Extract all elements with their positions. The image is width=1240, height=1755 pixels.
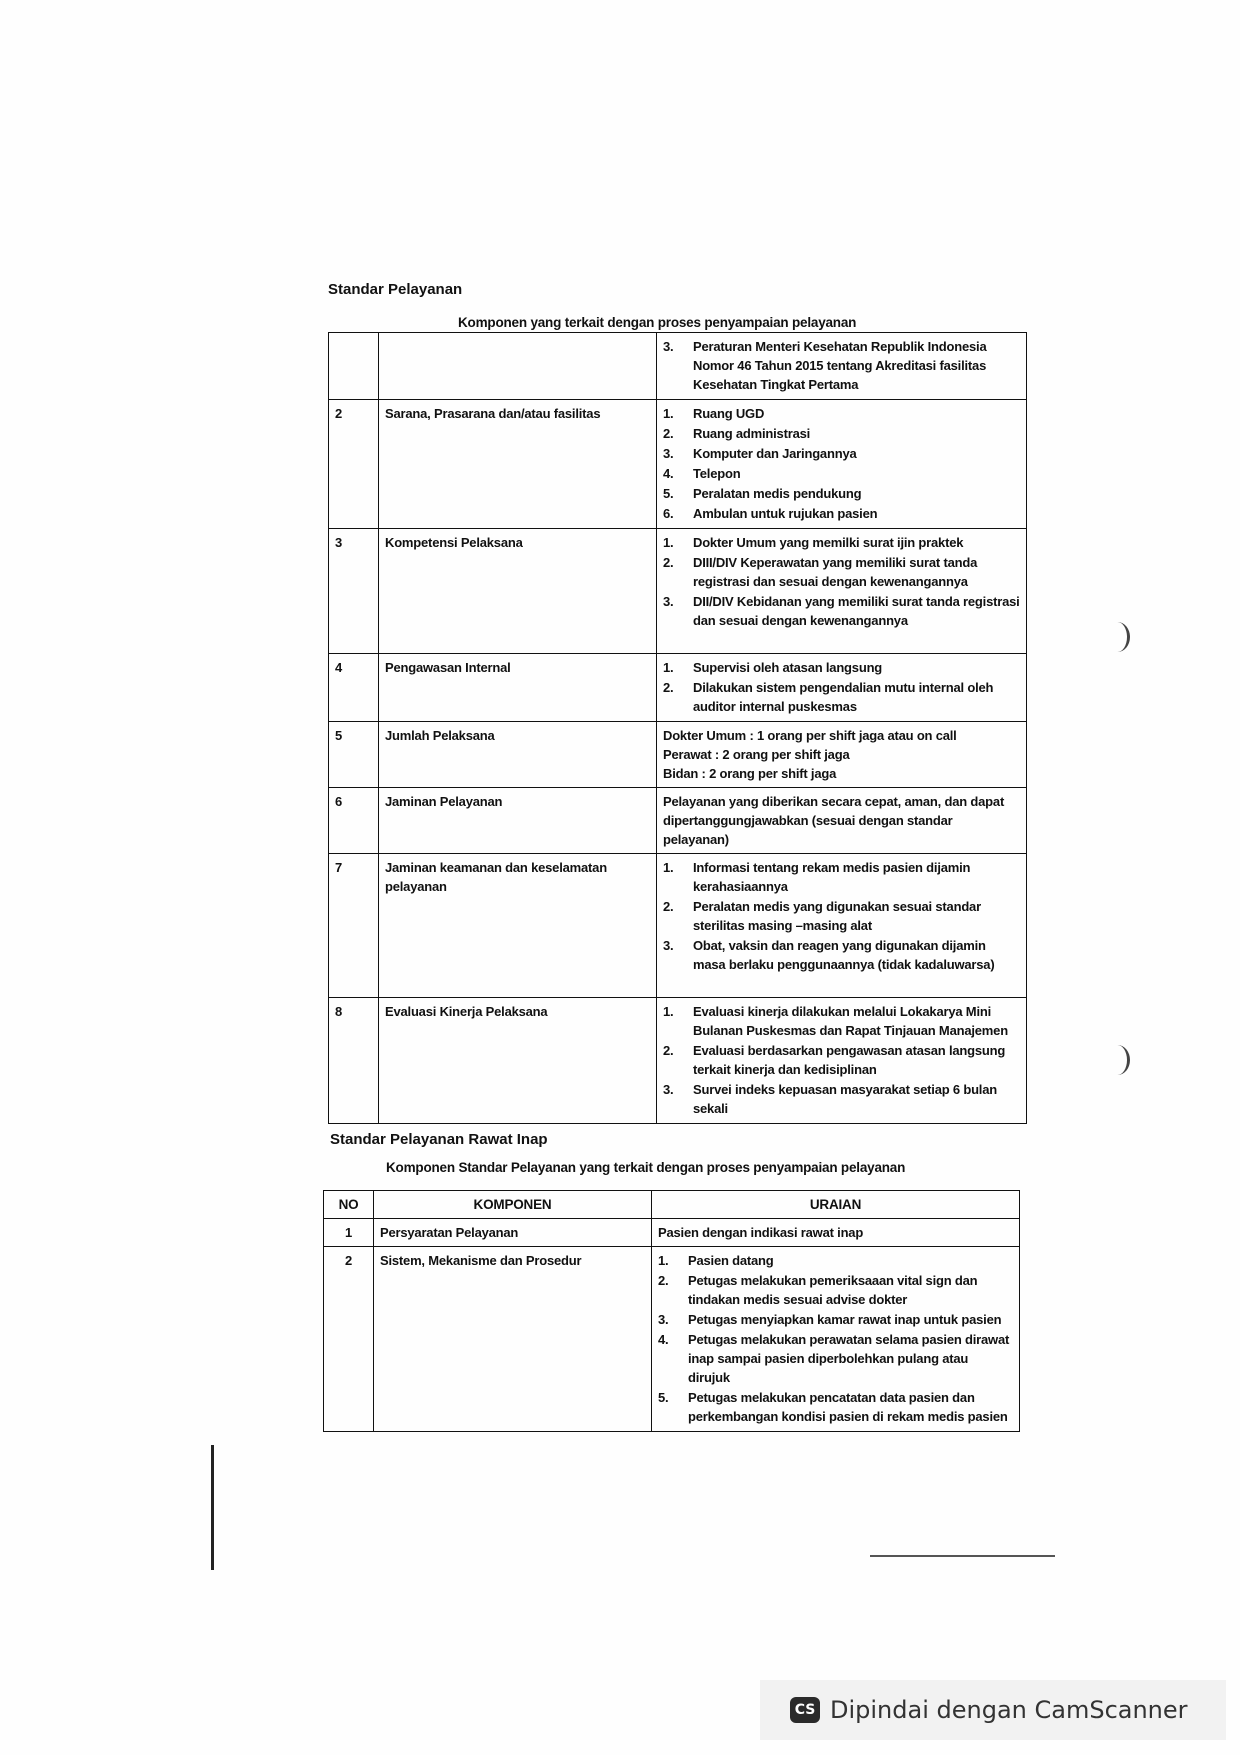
list-item-text: Peraturan Menteri Kesehatan Republik Indonesia Nomor 46 Tahun 2015 tentang Akreditasi fasilitas Kesehatan Tingkat Pertama <box>693 339 987 392</box>
row-number: 6 <box>329 788 379 854</box>
row-number: 1 <box>324 1219 374 1247</box>
scan-punch-mark <box>1105 622 1130 652</box>
uraian-list <box>663 533 1020 630</box>
list-item <box>658 1251 1013 1270</box>
list-item-text: Komputer dan Jaringannya <box>693 446 857 461</box>
list-item-number: 2. <box>663 899 674 914</box>
list-item <box>663 936 1020 974</box>
row-number: 2 <box>324 1247 374 1432</box>
list-item <box>663 504 1020 523</box>
list-item-number: 2. <box>658 1273 669 1288</box>
header-uraian: URAIAN <box>652 1191 1020 1219</box>
list-item-number: 2. <box>663 680 674 695</box>
uraian-list <box>663 658 1020 716</box>
list-item-number: 6. <box>663 506 674 521</box>
table-row <box>329 654 1027 722</box>
list-item-text: Supervisi oleh atasan langsung <box>693 660 883 675</box>
rawat-inap-table-body <box>324 1219 1020 1432</box>
list-item-text: Petugas melakukan pemeriksaaan vital sign dan tindakan medis sesuai advise dokter <box>688 1273 978 1307</box>
header-komponen: KOMPONEN <box>374 1191 652 1219</box>
list-item-number: 1. <box>663 535 674 550</box>
list-item-number: 1. <box>663 406 674 421</box>
list-item <box>658 1388 1013 1426</box>
row-number: 8 <box>329 998 379 1124</box>
row-komponen: Jaminan Pelayanan <box>379 788 657 854</box>
row-komponen <box>379 333 657 400</box>
uraian-list <box>663 404 1020 523</box>
row-komponen: Pengawasan Internal <box>379 654 657 722</box>
header-no: NO <box>324 1191 374 1219</box>
table-row <box>329 854 1027 998</box>
list-item-number: 3. <box>663 938 674 953</box>
list-item-text: Ambulan untuk rujukan pasien <box>693 506 878 521</box>
uraian-list <box>658 1251 1013 1426</box>
list-item-text: Survei indeks kepuasan masyarakat setiap 6 bulan sekali <box>693 1082 997 1116</box>
list-item <box>663 1080 1020 1118</box>
row-uraian <box>657 400 1027 529</box>
standar-pelayanan-table <box>328 332 1027 1124</box>
list-item <box>663 678 1020 716</box>
row-uraian <box>657 529 1027 654</box>
row-uraian <box>657 854 1027 998</box>
list-item-number: 1. <box>663 860 674 875</box>
list-item <box>663 658 1020 677</box>
row-number: 4 <box>329 654 379 722</box>
row-komponen: Jaminan keamanan dan keselamatan pelayanan <box>379 854 657 998</box>
scan-underline-mark <box>870 1555 1055 1557</box>
list-item-text: Dilakukan sistem pengendalian mutu internal oleh auditor internal puskesmas <box>693 680 994 714</box>
spacer <box>663 975 1020 993</box>
row-uraian <box>652 1247 1020 1432</box>
table-row <box>329 998 1027 1124</box>
row-number: 2 <box>329 400 379 529</box>
list-item-number: 3. <box>663 1082 674 1097</box>
uraian-list <box>663 1002 1020 1118</box>
list-item <box>663 337 1020 394</box>
list-item-number: 4. <box>658 1332 669 1347</box>
list-item-text: Evaluasi kinerja dilakukan melalui Lokakarya Mini Bulanan Puskesmas dan Rapat Tinjauan Manajemen <box>693 1004 1008 1038</box>
list-item-number: 1. <box>658 1253 669 1268</box>
list-item-text: Peralatan medis pendukung <box>693 486 862 501</box>
row-komponen: Sistem, Mekanisme dan Prosedur <box>374 1247 652 1432</box>
row-uraian <box>657 788 1027 854</box>
row-komponen: Kompetensi Pelaksana <box>379 529 657 654</box>
uraian-line: Bidan : 2 orang per shift jaga <box>663 766 837 781</box>
list-item-number: 2. <box>663 1043 674 1058</box>
list-item-text: Pasien datang <box>688 1253 774 1268</box>
list-item <box>663 553 1020 591</box>
list-item-number: 4. <box>663 466 674 481</box>
list-item-number: 1. <box>663 1004 674 1019</box>
row-komponen: Evaluasi Kinerja Pelaksana <box>379 998 657 1124</box>
row-number: 7 <box>329 854 379 998</box>
list-item <box>663 464 1020 483</box>
row-uraian <box>657 333 1027 400</box>
list-item <box>663 897 1020 935</box>
list-item-text: Dokter Umum yang memilki surat ijin praktek <box>693 535 964 550</box>
uraian-line: Perawat : 2 orang per shift jaga <box>663 747 850 762</box>
row-uraian <box>657 654 1027 722</box>
table-row <box>324 1247 1020 1432</box>
row-uraian <box>657 998 1027 1124</box>
list-item-number: 3. <box>663 339 674 354</box>
list-item <box>663 592 1020 630</box>
row-komponen: Sarana, Prasarana dan/atau fasilitas <box>379 400 657 529</box>
section2-subtitle: Komponen Standar Pelayanan yang terkait dengan proses penyampaian pelayanan <box>386 1160 906 1175</box>
row-komponen: Jumlah Pelaksana <box>379 722 657 788</box>
camscanner-watermark <box>760 1680 1226 1740</box>
list-item <box>663 404 1020 423</box>
standar-pelayanan-table-body <box>329 333 1027 1124</box>
rawat-inap-table <box>323 1190 1020 1432</box>
list-item-text: Petugas melakukan pencatatan data pasien dan perkembangan kondisi pasien di rekam medis pasien <box>688 1390 1008 1424</box>
camscanner-label: Dipindai dengan CamScanner <box>830 1696 1188 1724</box>
row-number <box>329 333 379 400</box>
list-item-number: 2. <box>663 555 674 570</box>
row-uraian <box>657 722 1027 788</box>
row-number: 5 <box>329 722 379 788</box>
scan-punch-mark <box>1105 1045 1130 1075</box>
row-komponen: Persyaratan Pelayanan <box>374 1219 652 1247</box>
list-item <box>663 533 1020 552</box>
table-row <box>329 400 1027 529</box>
table-row <box>324 1219 1020 1247</box>
list-item-text: Informasi tentang rekam medis pasien dijamin kerahasiaannya <box>693 860 971 894</box>
uraian-list <box>663 337 1020 394</box>
uraian-line: Pelayanan yang diberikan secara cepat, aman, dan dapat dipertanggungjawabkan (sesuai dengan standar pelayanan) <box>663 794 1005 847</box>
list-item-text: Petugas menyiapkan kamar rawat inap untuk pasien <box>688 1312 1002 1327</box>
list-item-text: DIII/DIV Keperawatan yang memiliki surat tanda registrasi dan sesuai dengan kewenangannya <box>693 555 978 589</box>
uraian-line: Dokter Umum : 1 orang per shift jaga atau on call <box>663 728 957 743</box>
scan-edge-mark <box>211 1445 214 1570</box>
list-item-text: DII/DIV Kebidanan yang memiliki surat tanda registrasi dan sesuai dengan kewenangannya <box>693 594 1020 628</box>
section1-subtitle: Komponen yang terkait dengan proses penyampaian pelayanan <box>458 315 857 330</box>
table-row <box>329 722 1027 788</box>
list-item <box>658 1330 1013 1387</box>
camscanner-logo: CS <box>790 1697 820 1723</box>
list-item <box>658 1271 1013 1309</box>
list-item-number: 3. <box>663 446 674 461</box>
table-row <box>329 788 1027 854</box>
list-item-number: 5. <box>663 486 674 501</box>
list-item-number: 5. <box>658 1390 669 1405</box>
list-item <box>663 1041 1020 1079</box>
list-item-text: Ruang UGD <box>693 406 765 421</box>
rawat-inap-header-row <box>324 1191 1020 1219</box>
section1-title: Standar Pelayanan <box>328 281 463 298</box>
list-item <box>663 1002 1020 1040</box>
list-item-number: 2. <box>663 426 674 441</box>
list-item <box>663 858 1020 896</box>
list-item-number: 3. <box>663 594 674 609</box>
section2-title: Standar Pelayanan Rawat Inap <box>330 1131 548 1148</box>
row-number: 3 <box>329 529 379 654</box>
spacer <box>663 631 1020 649</box>
list-item-text: Obat, vaksin dan reagen yang digunakan dijamin masa berlaku penggunaannya (tidak kadaluwarsa) <box>693 938 995 972</box>
list-item-text: Petugas melakukan perawatan selama pasien dirawat inap sampai pasien diperbolehkan pulang atau dirujuk <box>688 1332 1010 1385</box>
list-item-text: Telepon <box>693 466 741 481</box>
list-item <box>663 484 1020 503</box>
uraian-list <box>663 858 1020 974</box>
uraian-line: Pasien dengan indikasi rawat inap <box>658 1225 864 1240</box>
list-item <box>663 424 1020 443</box>
list-item <box>663 444 1020 463</box>
table-row <box>329 529 1027 654</box>
list-item-text: Peralatan medis yang digunakan sesuai standar sterilitas masing –masing alat <box>693 899 981 933</box>
list-item-number: 3. <box>658 1312 669 1327</box>
list-item-text: Evaluasi berdasarkan pengawasan atasan langsung terkait kinerja dan kedisiplinan <box>693 1043 1006 1077</box>
list-item <box>658 1310 1013 1329</box>
list-item-number: 1. <box>663 660 674 675</box>
list-item-text: Ruang administrasi <box>693 426 811 441</box>
row-uraian <box>652 1219 1020 1247</box>
table-row <box>329 333 1027 400</box>
